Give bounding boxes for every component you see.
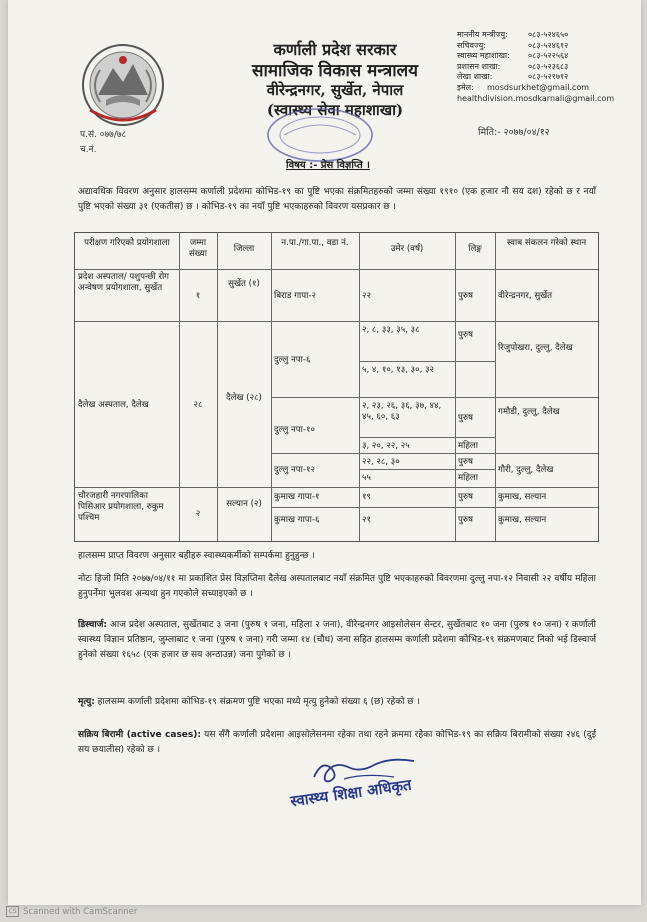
municipality: दुल्लु नपा-१० bbox=[274, 425, 315, 435]
swab-place: गमौडी, दुल्लु, दैलेख bbox=[498, 407, 560, 417]
swab-place: कुमाख, सल्यान bbox=[498, 492, 547, 502]
district-dailekh: दैलेख (२८) bbox=[226, 393, 262, 403]
signatory-title: स्वास्थ्य शिक्षा अधिकृत bbox=[289, 775, 413, 811]
municipality: कुमाख गापा-६ bbox=[274, 515, 320, 525]
age: २२ bbox=[362, 291, 371, 301]
lab-surkhet: प्रदेश अस्पताल/ पशुपन्छी रोग अन्वेषण प्रयोगशाला, सुर्खेत bbox=[78, 272, 170, 293]
scanner-watermark: CS Scanned with CamScanner bbox=[6, 906, 137, 917]
cases-table bbox=[74, 232, 599, 542]
header-province: कर्णाली प्रदेश सरकार bbox=[273, 40, 397, 59]
sex: पुरुष bbox=[458, 413, 473, 423]
swab-place: रिजुपोखरा, दुल्लु, दैलेख bbox=[498, 343, 573, 353]
document-page bbox=[8, 0, 641, 905]
municipality: दुल्लु नपा-६ bbox=[274, 355, 311, 365]
header-municipality: न.पा./गा.पा., वडा नं. bbox=[281, 238, 349, 248]
active-cases-paragraph bbox=[78, 728, 596, 758]
sex: पुरुष bbox=[458, 457, 473, 467]
discharge-text: आज प्रदेश अस्पताल, सुर्खेतबाट ३ जना (पुरुष १ जना, महिला २ जना), वीरेन्द्रनगर आइसोलेसन सेन्टर, सुर्खेतबाट १० जना (पुरुष १० जना) र कर्णाली स्वास्थ्य विज्ञान प्रतिष्ठान, जुम्लाबाट १ जना (पुरुष १ जना) गरी जम्मा १४ (चौध) जना सहित हालसम्म कर्णाली प्रदेशमा कोभिड-१९ संक्रमणबाट निको भई डिस्चार्ज हुनेको संख्या १६५८ (एक हजार छ सय अन्ठाउन्न) जना पुगेको छ । bbox=[78, 620, 596, 660]
contact-row: सचिवज्यु: ०८३-५२४६१२ bbox=[457, 40, 569, 50]
note-paragraph: नोटः हिजो मिति २०७७/०४/११ मा प्रकाशित प्रेस विज्ञप्तिमा दैलेख अस्पतालबाट नयाँ संक्रमित पुष्टि भएकाहरुको विवरणमा दुल्लु नपा-१२ निवासी २२ वर्षीय महिला हुनुपर्नेमा भुलवश अन्यथा हुन गएकोले सच्याइएको छ । bbox=[78, 574, 596, 599]
age: २१ bbox=[362, 515, 371, 525]
reference-number: प.सं. ०७७/७८ bbox=[80, 130, 127, 140]
contact-row: माननीय मन्त्रीज्यु: ०८३-५२४६५० bbox=[457, 30, 569, 39]
death-label: मृत्यु: bbox=[78, 697, 95, 707]
header-lab: परीक्षण गरिएको प्रयोगशाला bbox=[84, 238, 170, 248]
header-swab-place: स्वाब संकलन गरेको स्थान bbox=[506, 238, 587, 248]
death-paragraph bbox=[78, 695, 596, 710]
header-address: वीरेन्द्रनगर, सुर्खेत, नेपाल bbox=[266, 81, 404, 99]
district-surkhet: सुर्खेत (१) bbox=[228, 279, 260, 289]
active-label: सक्रिय बिरामी (active cases): bbox=[78, 730, 201, 740]
count-chaurjahari: २ bbox=[195, 509, 201, 519]
header-district: जिल्ला bbox=[233, 244, 255, 254]
contact-row: प्रशासन शाखा: ०८३-५२३६८३ bbox=[457, 61, 569, 71]
dispatch-number: च.नं. bbox=[80, 145, 97, 155]
lab-dailekh: दैलेख अस्पताल, दैलेख bbox=[78, 400, 149, 410]
discharge-paragraph bbox=[78, 618, 596, 663]
contact-email-2: healthdivision.mosdkarnali@gmail.com bbox=[457, 93, 615, 103]
nepal-government-emblem-icon bbox=[78, 40, 168, 130]
municipality: कुमाख गापा-१ bbox=[274, 492, 320, 502]
header-age: उमेर (वर्ष) bbox=[390, 244, 424, 254]
contact-row: स्वास्थ्य महाशाखा: ०८३-५२२५६४ bbox=[457, 51, 569, 61]
count-dailekh: २८ bbox=[193, 400, 203, 410]
camscanner-logo-icon: CS bbox=[6, 906, 19, 917]
sex: पुरुष bbox=[458, 291, 473, 301]
office-stamp-icon bbox=[260, 105, 380, 165]
contact-list bbox=[457, 30, 614, 104]
age: २२, २८, ३० bbox=[362, 457, 400, 467]
active-text: यस सँगै कर्णाली प्रदेशमा आइसोलेसनमा रहेका तथा रहने क्रममा रहेका कोभिड-१९ का सक्रिय बिरामीको संख्या २४६ (दुई सय छयालीस) रहेको छ । bbox=[78, 730, 596, 755]
document-date: मिति:- २०७७/०४/१२ bbox=[478, 127, 550, 138]
header-division: (स्वास्थ्य सेवा महाशाखा) bbox=[266, 101, 404, 119]
municipality: बिराड गापा-२ bbox=[274, 291, 316, 301]
contact-row: लेखा शाखा: ०८३-५२१७१२ bbox=[457, 72, 569, 82]
age: ५५ bbox=[362, 473, 371, 483]
sex: महिला bbox=[458, 473, 478, 483]
age: ३, २०, २२, २५ bbox=[362, 441, 410, 451]
discharge-label: डिस्चार्ज: bbox=[78, 620, 107, 630]
age: २, ८, ३३, ३५, ३८ bbox=[362, 325, 420, 335]
swab-place: कुमाख, सल्यान bbox=[498, 515, 547, 525]
table-footnote: हालसम्म प्राप्त विवरण अनुसार बहीहरु स्वास्थ्यकर्मीको सम्पर्कमा हुनुहुन्छ । bbox=[78, 551, 315, 561]
district-salyan: सल्यान (२) bbox=[226, 499, 262, 509]
sex: पुरुष bbox=[458, 330, 473, 340]
header-ministry: सामाजिक विकास मन्त्रालय bbox=[251, 61, 419, 81]
sex: महिला bbox=[458, 441, 478, 451]
header-sex: लिङ्ग bbox=[468, 244, 482, 254]
age: १९ bbox=[362, 492, 371, 502]
header-count: जम्मा संख्या bbox=[188, 238, 208, 259]
intro-paragraph: अद्यावधिक विवरण अनुसार हालसम्म कर्णाली प्रदेशमा कोभिड-१९ का पुष्टि भएका संक्रमितहरुको जम्मा संख्या १९१० (एक हजार नौ सय दश) रहेको छ र नयाँ पुष्टि भएको संख्या ३१ (एकतीस) छ । कोभिड-१९ का नयाँ पुष्टि भएकाहरुको विवरण यसप्रकार छ । bbox=[78, 187, 596, 212]
sex: पुरुष bbox=[458, 515, 473, 525]
age: २, २३, २६, ३६, ३७, ४४, ४५, ६०, ६३ bbox=[362, 401, 442, 422]
swab-place: गौरी, दुल्लु, दैलेख bbox=[498, 465, 554, 475]
death-text: हालसम्म कर्णाली प्रदेशमा कोभिड-१९ संक्रमण पुष्टि भएका मध्ये मृत्यु हुनेको संख्या ६ (छ) रहेको छ । bbox=[94, 697, 420, 707]
contact-email: इमेल: mosdsurkhet@gmail.com bbox=[457, 82, 590, 92]
sex: पुरुष bbox=[458, 492, 473, 502]
municipality: दुल्लु नपा-१२ bbox=[274, 465, 315, 475]
subject-line: विषय :- प्रेस विज्ञप्ति । bbox=[286, 160, 370, 171]
swab-place: वीरेन्द्रनगर, सुर्खेत bbox=[498, 291, 553, 301]
age: ५, ४, १०, १३, ३०, ३२ bbox=[362, 365, 435, 375]
lab-chaurjahari: चौरजहारी नगरपालिका पिसिआर प्रयोगशाला, रुकुम पश्चिम bbox=[78, 491, 164, 523]
count-surkhet: १ bbox=[195, 291, 201, 301]
